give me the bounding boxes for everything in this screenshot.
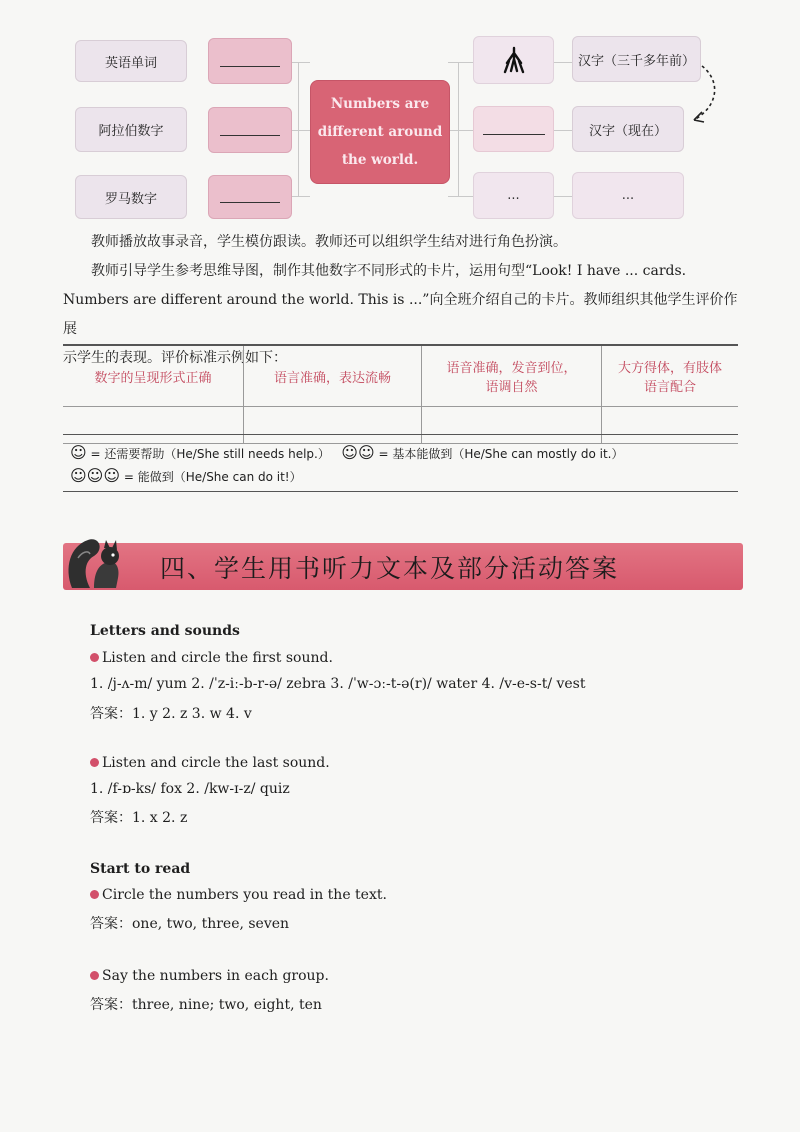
legend-needs-help: = 还需要帮助（He/She still needs help.） xyxy=(90,447,330,461)
task-1-text: Listen and circle the first sound. xyxy=(102,650,333,666)
rubric-criterion-3 xyxy=(422,345,602,407)
label-ancient-chinese: 汉字（三千多年前） xyxy=(572,36,701,82)
task-2-text: Listen and circle the last sound. xyxy=(102,755,330,771)
rubric-criterion-2: 语言准确，表达流畅 xyxy=(244,345,422,407)
section-title: 四、学生用书听力文本及部分活动答案 xyxy=(160,554,620,583)
rubric-criterion-4-line-2: 语言配合 xyxy=(643,380,696,395)
rubric-criterion-1: 数字的呈现形式正确 xyxy=(63,345,244,407)
rubric-criterion-4 xyxy=(602,345,739,407)
bullet-dot-icon xyxy=(90,971,99,980)
task-4 xyxy=(90,968,329,984)
rubric-empty-cell xyxy=(602,407,739,444)
rubric-empty-cell xyxy=(63,407,244,444)
paragraph-2-line-1: 教师引导学生参考思维导图，制作其他数字不同形式的卡片，运用句型“Look! I have ... cards. xyxy=(91,263,687,279)
center-topic-box xyxy=(310,80,450,184)
ellipsis-box-1: ... xyxy=(473,172,554,219)
task-1 xyxy=(90,650,333,666)
paragraph-2-line-2: Numbers are different around the world. This is ...”向全班介绍自己的卡片。教师组织其他学生评价作展 xyxy=(63,292,738,337)
task-2-items: 1. /f-ɒ-ks/ fox 2. /kw-ɪ-z/ quiz xyxy=(90,781,290,797)
paragraph-1 xyxy=(63,228,743,257)
task-1-items: 1. /j-ʌ-m/ yum 2. /ˈz-iː-b-r-ə/ zebra 3. /ˈw-ɔː-t-ə(r)/ water 4. /v-e-s-t/ vest xyxy=(90,676,586,692)
task-3 xyxy=(90,887,387,903)
rubric-empty-cell xyxy=(244,407,422,444)
task-1-answer: 答案：1. y 2. z 3. w 4. v xyxy=(90,706,252,722)
blank-roman-numerals xyxy=(208,175,292,219)
heading-letters-and-sounds: Letters and sounds xyxy=(90,623,240,639)
heading-start-to-read: Start to read xyxy=(90,861,191,877)
legend-bottom-rule xyxy=(63,491,738,492)
bullet-dot-icon xyxy=(90,653,99,662)
label-roman-numerals: 罗马数字 xyxy=(75,175,187,219)
label-arabic-numerals: 阿拉伯数字 xyxy=(75,107,187,152)
smiley-face-icon: ☺ xyxy=(70,443,87,462)
task-2 xyxy=(90,755,330,771)
legend-top-rule xyxy=(63,434,738,435)
center-text-line-3: the world. xyxy=(341,152,419,168)
rubric-criterion-3-line-1: 语音准确，发音到位， xyxy=(446,361,577,376)
center-text-line-1: Numbers are xyxy=(330,96,430,112)
legend-line-2 xyxy=(70,466,302,485)
legend-mostly: = 基本能做到（He/She can mostly do it.） xyxy=(378,447,624,461)
task-3-text: Circle the numbers you read in the text. xyxy=(102,887,387,903)
center-text-line-2: different around xyxy=(317,124,443,140)
table-row xyxy=(63,407,738,444)
task-2-answer: 答案：1. x 2. z xyxy=(90,810,188,826)
table-row xyxy=(63,345,738,407)
task-3-answer: 答案：one, two, three, seven xyxy=(90,916,290,932)
label-modern-chinese: 汉字（现在） xyxy=(572,106,684,152)
label-english-words: 英语单词 xyxy=(75,40,187,82)
oracle-glyph-box xyxy=(473,36,554,84)
rubric-empty-cell xyxy=(422,407,602,444)
oracle-bone-three-icon xyxy=(499,45,529,75)
bullet-dot-icon xyxy=(90,758,99,767)
task-4-text: Say the numbers in each group. xyxy=(102,968,329,984)
rubric-criterion-4-line-1: 大方得体，有肢体 xyxy=(617,361,722,376)
squirrel-icon xyxy=(64,528,130,592)
dashed-arrow-icon xyxy=(680,60,730,130)
smiley-face-icon: ☺☺☺ xyxy=(70,466,121,485)
blank-english-words xyxy=(208,38,292,84)
legend-line-1 xyxy=(70,443,623,462)
rubric-criterion-3-line-2: 语调自然 xyxy=(485,380,538,395)
ellipsis-box-2: ... xyxy=(572,172,684,219)
blank-arabic-numerals xyxy=(208,107,292,153)
paragraph-2-line-3: 示学生的表现。评价标准示例如下： xyxy=(63,350,287,366)
legend-can-do: = 能做到（He/She can do it!） xyxy=(123,470,302,484)
bullet-dot-icon xyxy=(90,890,99,899)
paragraph-1-text: 教师播放故事录音，学生模仿跟读。教师还可以组织学生结对进行角色扮演。 xyxy=(91,234,567,250)
smiley-face-icon: ☺☺ xyxy=(341,443,375,462)
task-4-answer: 答案：three, nine; two, eight, ten xyxy=(90,997,322,1013)
evaluation-rubric-table xyxy=(63,344,738,444)
blank-chinese-now xyxy=(473,106,554,152)
